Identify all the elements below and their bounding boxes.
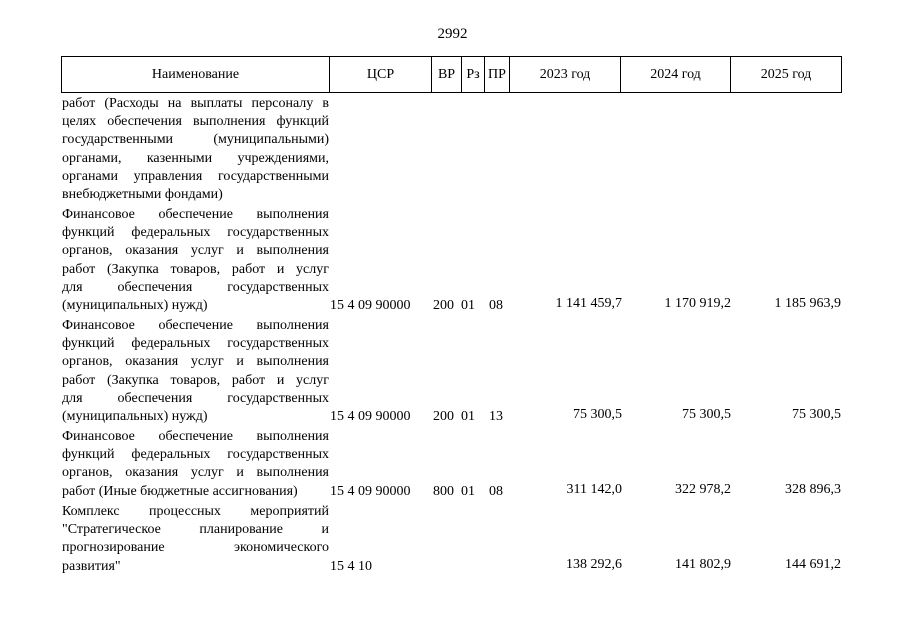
header-name: Наименование <box>62 57 330 92</box>
row-name-line: Финансовое обеспечение выполнения <box>62 207 329 222</box>
row-name <box>62 206 329 315</box>
row-vr: 200 <box>433 409 454 424</box>
row-value-2025: 328 896,3 <box>785 481 841 497</box>
row-value-2023: 75 300,5 <box>573 407 622 422</box>
row-name-line: органами, казенными учреждениями, <box>62 150 329 166</box>
header-pr: ПР <box>485 57 510 92</box>
row-csr: 15 4 09 90000 <box>330 409 411 424</box>
row-value-2025: 144 691,2 <box>785 556 841 572</box>
row-name-line: для обеспечения государственных <box>62 390 329 406</box>
row-name-line: работ (Закупка товаров, работ и услуг <box>62 372 329 388</box>
row-name-line: (муниципальных) нужд) <box>62 298 208 314</box>
row-name-line: государственными (муниципальными) <box>62 132 329 148</box>
row-rz: 01 <box>461 409 475 424</box>
row-name-line: работ (Расходы на выплаты персоналу в <box>62 96 329 111</box>
header-csr: ЦСР <box>330 57 432 92</box>
row-name-line: (муниципальных) нужд) <box>62 409 208 425</box>
row-name-line: функций федеральных государственных <box>62 447 329 463</box>
header-2023: 2023 год <box>510 57 621 92</box>
row-name-line: развития" <box>62 558 121 574</box>
header-2024: 2024 год <box>621 57 731 92</box>
row-name-line: работ (Иные бюджетные ассигнования) <box>62 483 298 499</box>
row-name-line: целях обеспечения выполнения функций <box>62 114 329 130</box>
row-name-line: органами управления государственными <box>62 168 329 184</box>
row-value-2024: 75 300,5 <box>682 407 731 422</box>
table-header <box>61 56 842 93</box>
row-value-2023: 138 292,6 <box>566 556 622 572</box>
row-name-line: внебюджетными фондами) <box>62 187 223 203</box>
row-name-line: прогнозирование экономического <box>62 540 329 556</box>
row-pr: 08 <box>489 483 503 499</box>
row-name-line: работ (Закупка товаров, работ и услуг <box>62 261 329 277</box>
row-name <box>62 95 329 204</box>
row-rz: 01 <box>461 483 475 499</box>
row-csr: 15 4 10 <box>330 558 372 574</box>
row-value-2023: 311 142,0 <box>566 481 622 497</box>
header-vr: ВР <box>432 57 462 92</box>
row-name <box>62 503 329 576</box>
row-value-2023: 1 141 459,7 <box>555 296 622 311</box>
row-csr: 15 4 09 90000 <box>330 298 411 313</box>
row-name-line: Комплекс процессных мероприятий <box>62 504 329 519</box>
row-vr: 800 <box>433 483 454 499</box>
row-value-2024: 1 170 919,2 <box>664 296 731 311</box>
row-name-line: функций федеральных государственных <box>62 336 329 352</box>
row-name <box>62 317 329 426</box>
row-value-2024: 141 802,9 <box>675 556 731 572</box>
row-pr: 08 <box>489 298 503 313</box>
row-name-line: функций федеральных государственных <box>62 225 329 241</box>
row-name-line: для обеспечения государственных <box>62 279 329 295</box>
row-rz: 01 <box>461 298 475 313</box>
row-pr: 13 <box>489 409 503 424</box>
page-number: 2992 <box>437 26 468 42</box>
row-vr: 200 <box>433 298 454 313</box>
header-2025: 2025 год <box>760 66 812 82</box>
row-name-line: Финансовое обеспечение выполнения <box>62 318 329 333</box>
row-name-line: Финансовое обеспечение выполнения <box>62 429 329 444</box>
row-name-line: "Стратегическое планирование и <box>62 522 329 538</box>
row-name-line: органов, оказания услуг и выполнения <box>62 354 329 370</box>
row-value-2025: 75 300,5 <box>792 407 841 422</box>
row-name <box>62 428 329 501</box>
header-rz: Рз <box>462 57 485 92</box>
row-name-line: органов, оказания услуг и выполнения <box>62 465 329 481</box>
row-value-2025: 1 185 963,9 <box>774 296 841 311</box>
row-value-2024: 322 978,2 <box>675 481 731 497</box>
row-csr: 15 4 09 90000 <box>330 483 411 499</box>
row-name-line: органов, оказания услуг и выполнения <box>62 243 329 259</box>
